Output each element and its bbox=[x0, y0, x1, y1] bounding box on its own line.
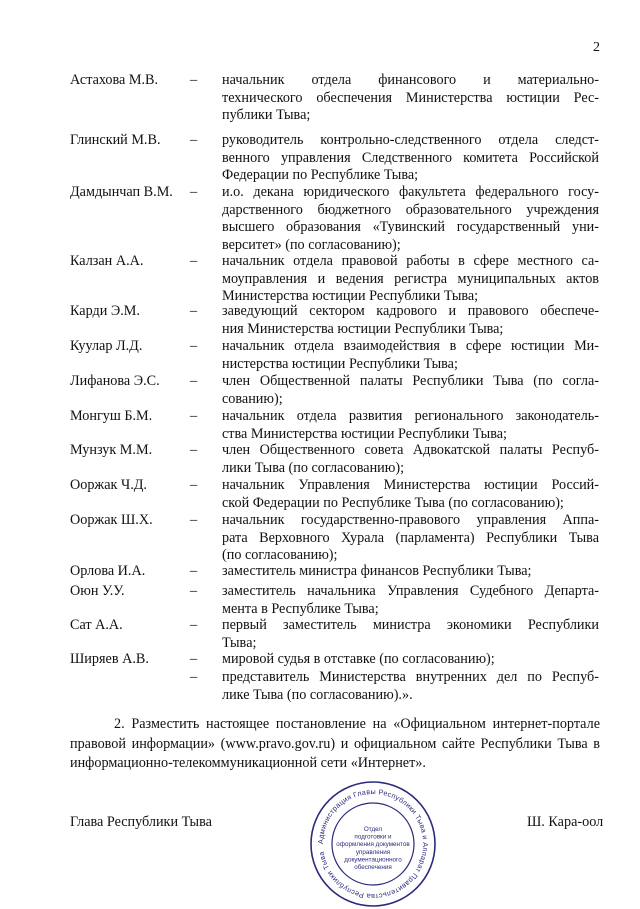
member-position-line: и.о. декана юридического факультета федерального госу- bbox=[222, 184, 599, 200]
member-position-line: руководитель контрольно-следственного отдела следст- bbox=[222, 132, 599, 148]
member-position-line: Федерации по Республике Тыва; bbox=[222, 167, 419, 184]
member-position bbox=[222, 132, 599, 185]
member-dash: – bbox=[190, 651, 198, 667]
stamp-center-text bbox=[336, 826, 410, 871]
member-position-line: начальник отдела взаимодействия в сфере юстиции Ми- bbox=[222, 338, 599, 354]
member-position-line: начальник отдела развития регионального законодатель- bbox=[222, 408, 599, 424]
member-position-line: член Общественного совета Адвокатской палаты Респуб- bbox=[222, 442, 599, 458]
stamp-center-line: управления bbox=[355, 848, 391, 856]
member-position-line: начальник государственно-правового управления Аппа- bbox=[222, 512, 599, 528]
member-position bbox=[222, 373, 599, 408]
member-dash: – bbox=[190, 563, 198, 579]
member-position-line: (по согласованию); bbox=[222, 547, 338, 564]
member-position-line: ния Министерства юстиции Республики Тыва; bbox=[222, 320, 504, 337]
member-position-line: заместитель начальника Управления Судебного Департа- bbox=[222, 583, 599, 599]
member-position-line: верситет» (по согласованию); bbox=[222, 237, 401, 254]
signature-name: Ш. Кара-оол bbox=[527, 814, 604, 830]
member-position-line: нистерства юстиции Республики Тыва; bbox=[222, 355, 458, 372]
member-position-line: публики Тыва; bbox=[222, 107, 311, 124]
stamp-center-line: оформления документов bbox=[336, 841, 410, 849]
member-dash: – bbox=[190, 583, 198, 599]
member-position bbox=[222, 477, 599, 512]
stamp-center-line: подготовки и bbox=[354, 833, 392, 841]
member-name: Астахова М.В. bbox=[70, 72, 159, 88]
member-position-line: ской Федерации по Республике Тыва (по согласованию); bbox=[222, 494, 564, 511]
member-dash: – bbox=[190, 132, 198, 148]
member-position-line: Тывa; bbox=[222, 634, 257, 651]
official-stamp bbox=[308, 779, 438, 909]
member-name: Калзан А.А. bbox=[70, 253, 144, 269]
member-name: Глинский М.В. bbox=[70, 132, 161, 148]
member-position-line: сованию); bbox=[222, 390, 283, 407]
member-name: Ооржак Ш.Х. bbox=[70, 512, 153, 528]
member-name: Дамдынчап В.М. bbox=[70, 184, 173, 200]
member-position-line: моуправления и ведения регистра муниципальных актов bbox=[222, 270, 599, 287]
member-name: Оюн У.У. bbox=[70, 583, 125, 599]
member-position-line: заместитель министра финансов Республики Тыва; bbox=[222, 563, 532, 579]
member-position-line: мировой судья в отставке (по согласованию); bbox=[222, 651, 495, 667]
member-position-line: первый заместитель министра экономики Республики bbox=[222, 617, 599, 633]
member-dash: – bbox=[190, 512, 198, 528]
publication-paragraph: 2. Разместить настоящее постановление на «Официальном интернет-портале правовой информации» (www.pravo.gov.ru) и официальном сайте Республики Тыва в информационно-телекоммуникационной сети «Интернет». bbox=[70, 716, 600, 771]
member-position-line: технического обеспечения Министерства юстиции Рес- bbox=[222, 89, 599, 106]
member-name: Орлова И.А. bbox=[70, 563, 146, 579]
member-dash: – bbox=[190, 253, 198, 269]
member-position bbox=[222, 338, 599, 373]
member-name: Куулар Л.Д. bbox=[70, 338, 143, 354]
member-position-line: начальник отдела финансового и материально- bbox=[222, 72, 599, 88]
member-position bbox=[222, 583, 599, 618]
member-position-line: член Общественной палаты Республики Тыва (по согла- bbox=[222, 373, 599, 389]
signature-title: Глава Республики Тыва bbox=[70, 814, 212, 830]
member-position-line: лике Тыва (по согласованию).». bbox=[222, 686, 413, 703]
member-position bbox=[222, 72, 599, 125]
member-name: Мунзук М.М. bbox=[70, 442, 153, 458]
member-position-line: ства Министерства юстиции Республики Тыва; bbox=[222, 425, 507, 442]
member-dash: – bbox=[190, 184, 198, 200]
stamp-center-line: документационного bbox=[344, 856, 402, 864]
member-position bbox=[222, 253, 599, 306]
member-name: Сат А.А. bbox=[70, 617, 123, 633]
member-dash: – bbox=[190, 338, 198, 354]
member-name: Монгуш Б.М. bbox=[70, 408, 153, 424]
member-position bbox=[222, 303, 599, 338]
member-position-line: начальник Управления Министерства юстиции Россий- bbox=[222, 477, 599, 493]
member-position bbox=[222, 442, 599, 477]
member-name: Ооржак Ч.Д. bbox=[70, 477, 147, 493]
member-dash: – bbox=[190, 442, 198, 458]
member-position bbox=[222, 184, 599, 255]
stamp-center-line: обеспечения bbox=[354, 864, 392, 871]
member-dash: – bbox=[190, 669, 198, 685]
member-position-line: Министерства юстиции Республики Тыва; bbox=[222, 288, 479, 305]
member-position-line: начальник отдела правовой работы в сфере местного са- bbox=[222, 253, 599, 269]
member-dash: – bbox=[190, 373, 198, 389]
member-position-line: дарственного бюджетного образовательного учреждения bbox=[222, 201, 599, 218]
member-position bbox=[222, 617, 599, 652]
member-name: Лифанова Э.С. bbox=[70, 373, 160, 389]
member-position bbox=[222, 408, 599, 443]
member-position-line: венного управления Следственного комитета Российской bbox=[222, 149, 599, 166]
member-position bbox=[222, 512, 599, 565]
member-name: Карди Э.М. bbox=[70, 303, 140, 319]
member-dash: – bbox=[190, 303, 198, 319]
member-dash: – bbox=[190, 72, 198, 88]
member-position-line: лики Тыва (по согласованию); bbox=[222, 459, 405, 476]
member-position-line: представитель Министерства внутренних дел по Респуб- bbox=[222, 669, 599, 685]
member-position-line: рата Верховного Хурала (парламента) Республики Тыва bbox=[222, 529, 599, 546]
member-position bbox=[222, 563, 599, 581]
member-dash: – bbox=[190, 617, 198, 633]
member-name: Ширяев А.В. bbox=[70, 651, 149, 667]
member-position-line: высшего образования «Тувинский государственный уни- bbox=[222, 219, 599, 236]
member-position bbox=[222, 651, 599, 669]
member-position-line: мента в Республике Тыва; bbox=[222, 600, 379, 617]
member-dash: – bbox=[190, 408, 198, 424]
stamp-ring-text: Администрация Главы Республики Тыва и Аппарат Правительства Республики Тыва bbox=[315, 786, 431, 902]
page-number: 2 bbox=[593, 40, 600, 55]
member-dash: – bbox=[190, 477, 198, 493]
stamp-center-line: Отдел bbox=[363, 826, 383, 833]
member-position-line: заведующий сектором кадрового и правового обеспече- bbox=[222, 303, 599, 319]
member-position bbox=[222, 669, 599, 704]
